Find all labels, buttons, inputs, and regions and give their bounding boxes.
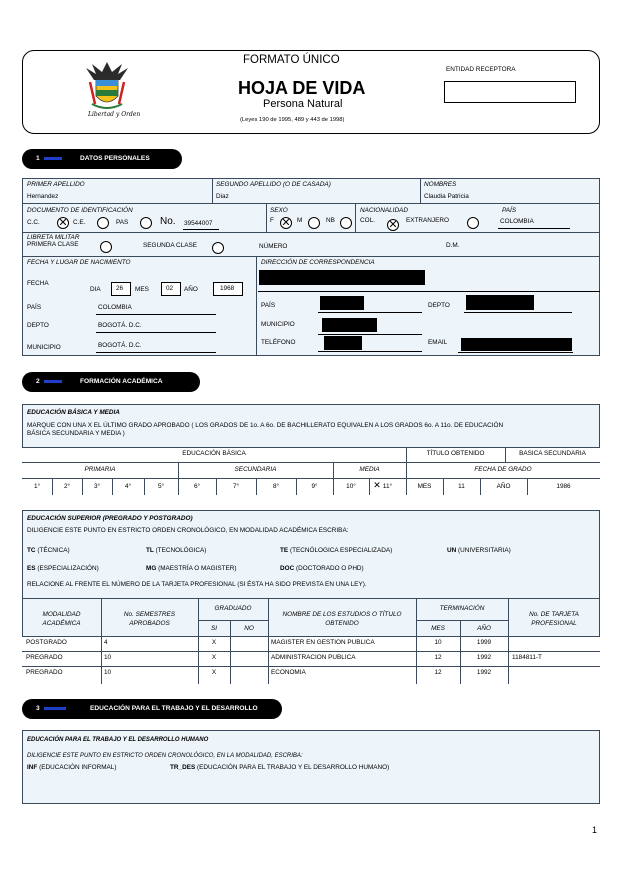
email-redacted xyxy=(461,338,572,351)
depto-nacimiento-label: DEPTO xyxy=(27,322,49,329)
superior-nombre-cell[interactable]: ADMINISTRACION PUBLICA xyxy=(271,654,356,661)
superior-anio-cell[interactable]: 1999 xyxy=(476,639,492,646)
fecha-grado-mes-value[interactable]: 11 xyxy=(458,483,465,490)
th-terminacion-anio: AÑO xyxy=(477,625,491,632)
entidad-receptora-label: ENTIDAD RECEPTORA xyxy=(446,66,516,73)
superior-semestres-cell[interactable]: 4 xyxy=(104,639,108,646)
dia-value: 26 xyxy=(116,285,124,292)
telefono-label: TELÉFONO xyxy=(261,339,296,346)
th-terminacion-mes: MES xyxy=(431,625,445,632)
sexo-nb-label: NB xyxy=(326,217,335,224)
segunda-clase-radio[interactable] xyxy=(212,242,224,254)
primer-apellido-value[interactable]: Hernandez xyxy=(27,193,59,200)
pais-nacionalidad-value[interactable]: COLOMBIA xyxy=(500,218,534,225)
superior-mes-cell[interactable]: 12 xyxy=(434,669,442,676)
fecha-grado-mes-label: MES xyxy=(417,483,432,490)
col-radio[interactable]: ✕ xyxy=(388,219,398,231)
section-1-header: 1 DATOS PERSONALES xyxy=(22,149,182,169)
ce-radio[interactable] xyxy=(97,217,109,229)
cc-radio[interactable]: ✕ xyxy=(58,217,68,229)
leyes-text: (Leyes 190 de 1995, 489 y 443 de 1998) xyxy=(240,117,345,123)
superior-anio-cell[interactable]: 1992 xyxy=(476,654,492,661)
extranjero-label: EXTRANJERO xyxy=(406,217,449,224)
cc-label: C.C. xyxy=(27,219,40,226)
th-nombre-estudios: NOMBRE DE LOS ESTUDIOS O TÍTULO OBTENIDO xyxy=(282,611,402,627)
segunda-clase-label: SEGUNDA CLASE xyxy=(143,242,197,249)
primera-clase-label: PRIMERA CLASE xyxy=(27,241,79,248)
grado-1-cell[interactable]: 1° xyxy=(33,483,41,490)
th-graduado-si: SI xyxy=(210,625,218,632)
pais-nacimiento-value[interactable]: COLOMBIA xyxy=(98,304,132,311)
primaria-header: PRIMARIA xyxy=(84,466,116,473)
grado-9-cell[interactable]: 9° xyxy=(311,483,318,490)
superior-nombre-cell[interactable]: MAGISTER EN GESTION PUBLICA xyxy=(271,639,375,646)
superior-semestres-cell[interactable]: 10 xyxy=(104,669,112,676)
th-modalidad: MODALIDAD ACADÉMICA xyxy=(42,611,81,627)
educacion-superior-title: EDUCACIÓN SUPERIOR (PREGRADO Y POSTGRADO) xyxy=(27,515,193,522)
superior-si-cell[interactable]: X xyxy=(211,654,217,661)
mg-legend: MG (MAESTRÍA O MAGISTER) xyxy=(146,565,237,572)
titulo-obtenido-value[interactable]: BASICA SECUNDARIA xyxy=(519,450,586,457)
section-2-accent xyxy=(44,380,62,383)
superior-nombre-cell[interactable]: ECONOMIA xyxy=(271,669,306,676)
section-3-header: 3 EDUCACIÓN PARA EL TRABAJO Y EL DESARROLLO xyxy=(22,699,282,719)
superior-modalidad-cell[interactable]: PREGRADO xyxy=(26,669,63,676)
page-title: HOJA DE VIDA xyxy=(238,78,366,98)
segundo-apellido-value[interactable]: Diaz xyxy=(216,193,229,200)
th-terminacion: TERMINACIÓN xyxy=(439,605,485,612)
doc-no-label: No. xyxy=(160,216,176,227)
extranjero-radio[interactable] xyxy=(467,217,479,229)
educacion-basica-instruction: MARQUE CON UNA X EL ÚLTIMO GRADO APROBADO ( LOS GRADOS DE 1o. A 6o. DE BACHILLERATO EQUIVALEN A LOS GRADOS 6o. A 11o. DE EDUCACIÓN xyxy=(27,422,504,429)
section-3-accent xyxy=(44,707,66,710)
te-legend: TE (TECNÓLOGICA ESPECIALIZADA) xyxy=(280,547,393,554)
sexo-m-label: M xyxy=(297,217,303,224)
tarjeta-instruction: RELACIONE AL FRENTE EL NÚMERO DE LA TARJETA PROFESIONAL (SI ÉSTA HA SIDO PREVISTA EN UNA LEY). xyxy=(27,581,367,588)
grado-3-cell[interactable]: 3° xyxy=(93,483,101,490)
mes-label: MES xyxy=(135,286,149,293)
fecha-label: FECHA xyxy=(27,280,49,287)
dir-pais-redacted xyxy=(320,296,364,310)
grado-11-cell[interactable]: 11° xyxy=(382,483,393,490)
email-label: EMAIL xyxy=(428,339,448,346)
doc-identificacion-label: DOCUMENTO DE IDENTIFICACIÓN xyxy=(27,207,133,214)
pais-nacimiento-label: PAÍS xyxy=(27,304,42,311)
superior-si-cell[interactable]: X xyxy=(211,639,217,646)
logo-motto: Libertad y Orden xyxy=(88,111,141,118)
grado-11-mark: ✕ xyxy=(373,480,381,490)
sexo-nb-radio[interactable] xyxy=(340,217,352,229)
trdes-legend: TR_DES (EDUCACIÓN PARA EL TRABAJO Y EL DESARROLLO HUMANO) xyxy=(170,764,390,771)
pas-radio[interactable] xyxy=(140,217,152,229)
grado-5-cell[interactable]: 5° xyxy=(157,483,165,490)
dir-depto-redacted xyxy=(466,295,534,310)
doc-numero-value[interactable]: 39544007 xyxy=(184,220,213,227)
tl-legend: TL (TECNOLÓGICA) xyxy=(146,547,207,554)
section-1-accent xyxy=(44,157,62,160)
superior-anio-cell[interactable]: 1992 xyxy=(476,669,492,676)
dia-label: DIA xyxy=(90,286,101,293)
un-legend: UN (UNIVERSITARIA) xyxy=(447,547,511,554)
superior-mes-cell[interactable]: 10 xyxy=(434,639,442,646)
th-semestres: No. SEMESTRES APROBADOS xyxy=(123,611,176,627)
municipio-nacimiento-label: MUNICIPIO xyxy=(27,344,61,351)
grado-8-cell[interactable]: 8° xyxy=(272,483,280,490)
grado-2-cell[interactable]: 2° xyxy=(63,483,71,490)
es-legend: ES (ESPECIALIZACIÓN) xyxy=(27,565,99,572)
th-tarjeta: No. DE TARJETA PROFESIONAL xyxy=(529,611,579,627)
dir-municipio-redacted xyxy=(322,318,377,332)
sexo-f-label: F xyxy=(270,217,274,224)
nombres-value[interactable]: Claudia Patricia xyxy=(424,193,469,200)
page-subtitle: Persona Natural xyxy=(263,98,343,110)
mes-value: 02 xyxy=(166,285,174,292)
segundo-apellido-label: SEGUNDO APELLIDO (O DE CASADA) xyxy=(216,181,331,188)
direccion-correspondencia-label: DIRECCIÓN DE CORRESPONDENCIA xyxy=(261,259,375,266)
anio-label: AÑO xyxy=(184,286,198,293)
doc-legend: DOC (DOCTORADO O PHD) xyxy=(280,565,364,572)
depto-nacimiento-value[interactable]: BOGOTÁ. D.C. xyxy=(98,322,142,329)
superior-semestres-cell[interactable]: 10 xyxy=(104,654,112,661)
coat-of-arms-logo xyxy=(82,60,141,120)
nombres-label: NOMBRES xyxy=(424,181,457,188)
grado-4-cell[interactable]: 4° xyxy=(124,483,132,490)
fecha-grado-anio-label: AÑO xyxy=(496,483,511,490)
fecha-grado-header: FECHA DE GRADO xyxy=(474,466,532,473)
superior-tarjeta-cell[interactable]: 1184811-T xyxy=(512,654,542,661)
pas-label: PAS xyxy=(116,219,129,226)
nacionalidad-label: NACIONALIDAD xyxy=(360,207,408,214)
educacion-basica-title: EDUCACIÓN BÁSICA Y MEDIA xyxy=(27,409,120,416)
numero-label: NÚMERO xyxy=(259,243,288,250)
inf-legend: INF (EDUCACIÓN INFORMAL) xyxy=(27,764,117,771)
direccion-redacted xyxy=(259,270,425,285)
sexo-label: SEXO xyxy=(270,207,288,214)
grado-6-cell[interactable]: 6° xyxy=(193,483,201,490)
anio-value: 1968 xyxy=(220,285,235,292)
primera-clase-radio[interactable] xyxy=(100,241,112,253)
section-2-header: 2 FORMACIÓN ACADÉMICA xyxy=(22,372,200,392)
superior-modalidad-cell[interactable]: POSTGRADO xyxy=(26,639,67,646)
telefono-redacted xyxy=(324,336,362,350)
educacion-basica-header: EDUCACIÓN BÁSICA xyxy=(182,450,246,457)
sexo-f-radio[interactable]: ✕ xyxy=(281,217,291,229)
primer-apellido-label: PRIMER APELLIDO xyxy=(27,181,85,188)
libreta-militar-label: LIBRETA MILITAR xyxy=(27,234,80,241)
th-graduado: GRADUADO xyxy=(214,605,252,612)
dir-depto-label: DEPTO xyxy=(428,302,450,309)
fecha-grado-anio-value[interactable]: 1986 xyxy=(556,483,571,490)
educacion-trabajo-instruction: DILIGENCIE ESTE PUNTO EN ESTRICTO ORDEN CRONOLÓGICO, EN LA MODALIDAD, ESCRIBA: xyxy=(27,753,303,759)
th-graduado-no: NO xyxy=(244,625,254,632)
superior-modalidad-cell[interactable]: PREGRADO xyxy=(26,654,63,661)
dir-municipio-label: MUNICIPIO xyxy=(261,321,295,328)
grado-10-cell[interactable]: 10° xyxy=(346,483,356,490)
municipio-nacimiento-value[interactable]: BOGOTÁ. D.C. xyxy=(98,342,142,349)
entidad-receptora-input[interactable] xyxy=(444,81,576,103)
superior-mes-cell[interactable]: 12 xyxy=(434,654,442,661)
sexo-m-radio[interactable] xyxy=(308,217,320,229)
pais-nacionalidad-label: PAÍS xyxy=(502,207,517,214)
grado-7-cell[interactable]: 7° xyxy=(232,483,240,490)
fecha-lugar-nacimiento-label: FECHA Y LUGAR DE NACIMIENTO xyxy=(27,259,131,266)
superior-si-cell[interactable]: X xyxy=(211,669,217,676)
formato-unico: FORMATO ÚNICO xyxy=(243,54,340,66)
tc-legend: TC (TÉCNICA) xyxy=(27,547,70,554)
ce-label: C.E. xyxy=(73,219,86,226)
media-header: MEDIA xyxy=(359,466,380,473)
educacion-trabajo-title: EDUCACIÓN PARA EL TRABAJO Y EL DESARROLLO HUMANO xyxy=(27,737,209,743)
secundaria-header: SECUNDARIA xyxy=(234,466,277,473)
educacion-basica-instruction-2: BÁSICA SECUNDARIA Y MEDIA ) xyxy=(27,430,125,437)
titulo-obtenido-header: TÍTULO OBTENIDO xyxy=(426,450,485,457)
col-label: COL. xyxy=(360,217,375,224)
educacion-superior-instruction: DILIGENCIE ESTE PUNTO EN ESTRICTO ORDEN CRONOLÓGICO, EN MODALIDAD ACADÉMICA ESCRIBA: xyxy=(27,527,349,534)
page-number: 1 xyxy=(592,825,598,835)
dir-pais-label: PAÍS xyxy=(261,302,276,309)
dm-label: D.M. xyxy=(446,242,460,249)
